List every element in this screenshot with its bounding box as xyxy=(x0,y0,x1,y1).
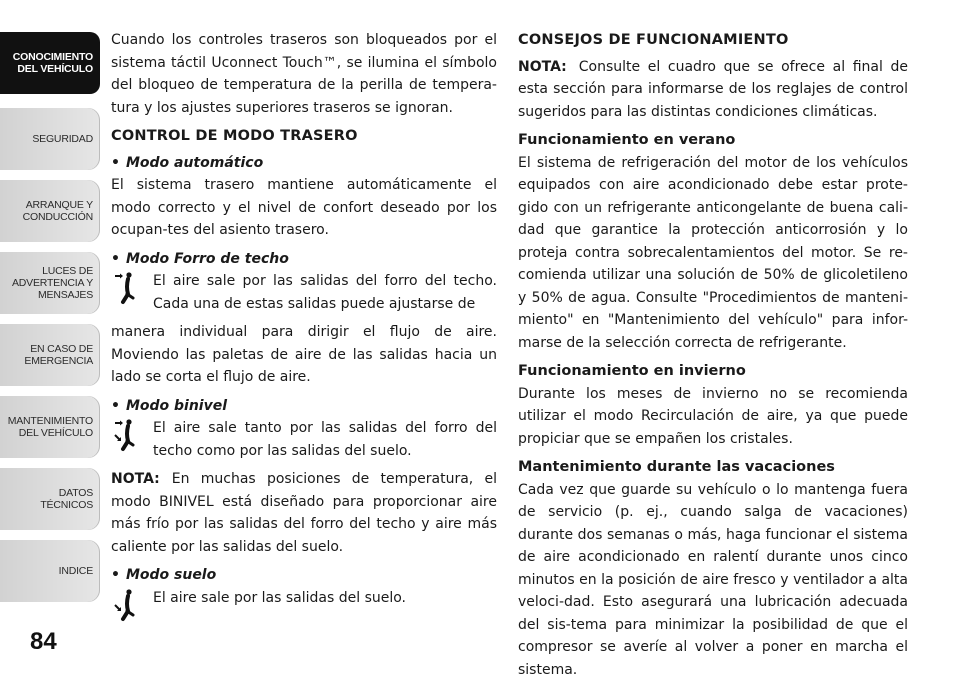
bullet-icon: • xyxy=(111,567,120,583)
winter-heading: Funcionamiento en invierno xyxy=(518,363,746,379)
bilevel-mode-row xyxy=(111,417,497,468)
bullet-auto-mode xyxy=(111,152,497,175)
bullet-floor-mode xyxy=(111,564,497,587)
roof-mode-title: Modo Forro de techo xyxy=(125,250,289,267)
roof-mode-row xyxy=(111,270,497,321)
section-heading-rear-mode: CONTROL DE MODO TRASERO xyxy=(111,128,358,144)
summer-heading: Funcionamiento en verano xyxy=(518,132,736,148)
floor-mode-text: El aire sale por las salidas del suelo. xyxy=(153,589,407,606)
tab-seguridad[interactable]: SEGURIDAD xyxy=(0,108,100,170)
floor-airflow-icon xyxy=(113,587,143,627)
tab-arranque-y-conduccion[interactable]: ARRANQUE Y CONDUCCIÓN xyxy=(0,180,100,242)
panel-airflow-icon xyxy=(113,270,143,310)
right-column xyxy=(518,29,908,687)
vacation-text: Cada vez que guarde su vehículo o lo mantenga fuera de servicio (p. ej., cuando salga de vacaciones) durante dos semanas o más, haga funcionar el sistema de aire acondicionado en ralentí durante unos cinco minutos en la posición de aire fresco y ventilador a alta veloci-dad. Esto asegurará una lubricación adecuada del sis-tema para minimizar la posibilidad de que el compresor se averíe al volver a poner en marcha el sistema. xyxy=(518,481,908,678)
floor-mode-row xyxy=(111,587,497,627)
bullet-icon: • xyxy=(111,154,120,171)
nota-tips-text: Consulte el cuadro que se ofrece al final de esta sección para informarse de los reglajes de control sugeridos para las distintas condiciones climáticas. xyxy=(518,58,908,120)
bullet-icon: • xyxy=(111,250,120,267)
section-heading-tips: CONSEJOS DE FUNCIONAMIENTO xyxy=(518,32,789,48)
tab-datos-tecnicos[interactable]: DATOS TÉCNICOS xyxy=(0,468,100,530)
tab-luces-de-advertencia[interactable]: LUCES DE ADVERTENCIA Y MENSAJES xyxy=(0,252,100,314)
roof-mode-text-continued: manera individual para dirigir el flujo de aire. Moviendo las paletas de aire de las salidas hacia un lado se corta el flujo de aire. xyxy=(111,324,497,385)
sidebar-nav xyxy=(0,0,100,678)
nota-label: NOTA: xyxy=(111,471,160,487)
auto-mode-title: Modo automático xyxy=(125,154,264,171)
page-number: 84 xyxy=(30,628,57,655)
tab-en-caso-de-emergencia[interactable]: EN CASO DE EMERGENCIA xyxy=(0,324,100,386)
summer-text: El sistema de refrigeración del motor de los vehículos equipados con aire acondicionado debe estar prote-gido con un refrigerante anticongelante de buena cali-dad que garantice la protección anticorrosión y lo proteja contra sobrecalentamientos del motor. Se re-comienda utilizar una solución de 50% de glicoletileno y 50% de agua. Consulte "Procedimientos de manteni-miento" en "Mantenimiento del vehículo" para infor-marse de la selección correcta de refrigerante. xyxy=(518,154,908,351)
nota-label: NOTA: xyxy=(518,58,567,75)
winter-text: Durante los meses de invierno no se recomienda utilizar el modo Recirculación de aire, ya que puede propiciar que se empañen los cristales. xyxy=(518,385,908,447)
vacation-heading: Mantenimiento durante las vacaciones xyxy=(518,459,835,475)
bilevel-mode-title: Modo binivel xyxy=(125,397,228,414)
bullet-bilevel-mode xyxy=(111,395,497,418)
bilevel-mode-text: El aire sale tanto por las salidas del forro del techo como por las salidas del suelo. xyxy=(153,420,497,459)
tab-mantenimiento-del-vehiculo[interactable]: MANTENIMIENTO DEL VEHÍCULO xyxy=(0,396,100,458)
tab-conocimiento-del-vehiculo[interactable]: CONOCIMIENTO DEL VEHÍCULO xyxy=(0,32,100,94)
roof-mode-text: El aire sale por las salidas del forro del techo. Cada una de estas salidas puede ajustarse de xyxy=(153,273,497,312)
nota-tips xyxy=(518,56,908,124)
auto-mode-text: El sistema trasero mantiene automáticamente el modo correcto y el nivel de confort deseado por los ocupan-tes del asiento trasero. xyxy=(111,177,497,238)
floor-mode-title: Modo suelo xyxy=(125,567,217,583)
bullet-icon: • xyxy=(111,397,120,414)
tab-indice[interactable]: INDICE xyxy=(0,540,100,602)
nota-bilevel xyxy=(111,468,497,558)
nota-bilevel-text: En muchas posiciones de temperatura, el modo BINIVEL está diseñado para proporcionar aire más frío por las salidas del forro del techo y aire más caliente por las salidas del suelo. xyxy=(111,471,497,555)
intro-paragraph: Cuando los controles traseros son bloqueados por el sistema táctil Uconnect Touch™, se ilumina el símbolo del bloqueo de temperatura de la perilla de tempera-tura y los ajustes superiores traseros se ignoran. xyxy=(111,32,497,116)
bilevel-airflow-icon xyxy=(113,417,143,457)
left-column xyxy=(111,29,497,627)
bullet-roof-mode xyxy=(111,248,497,271)
